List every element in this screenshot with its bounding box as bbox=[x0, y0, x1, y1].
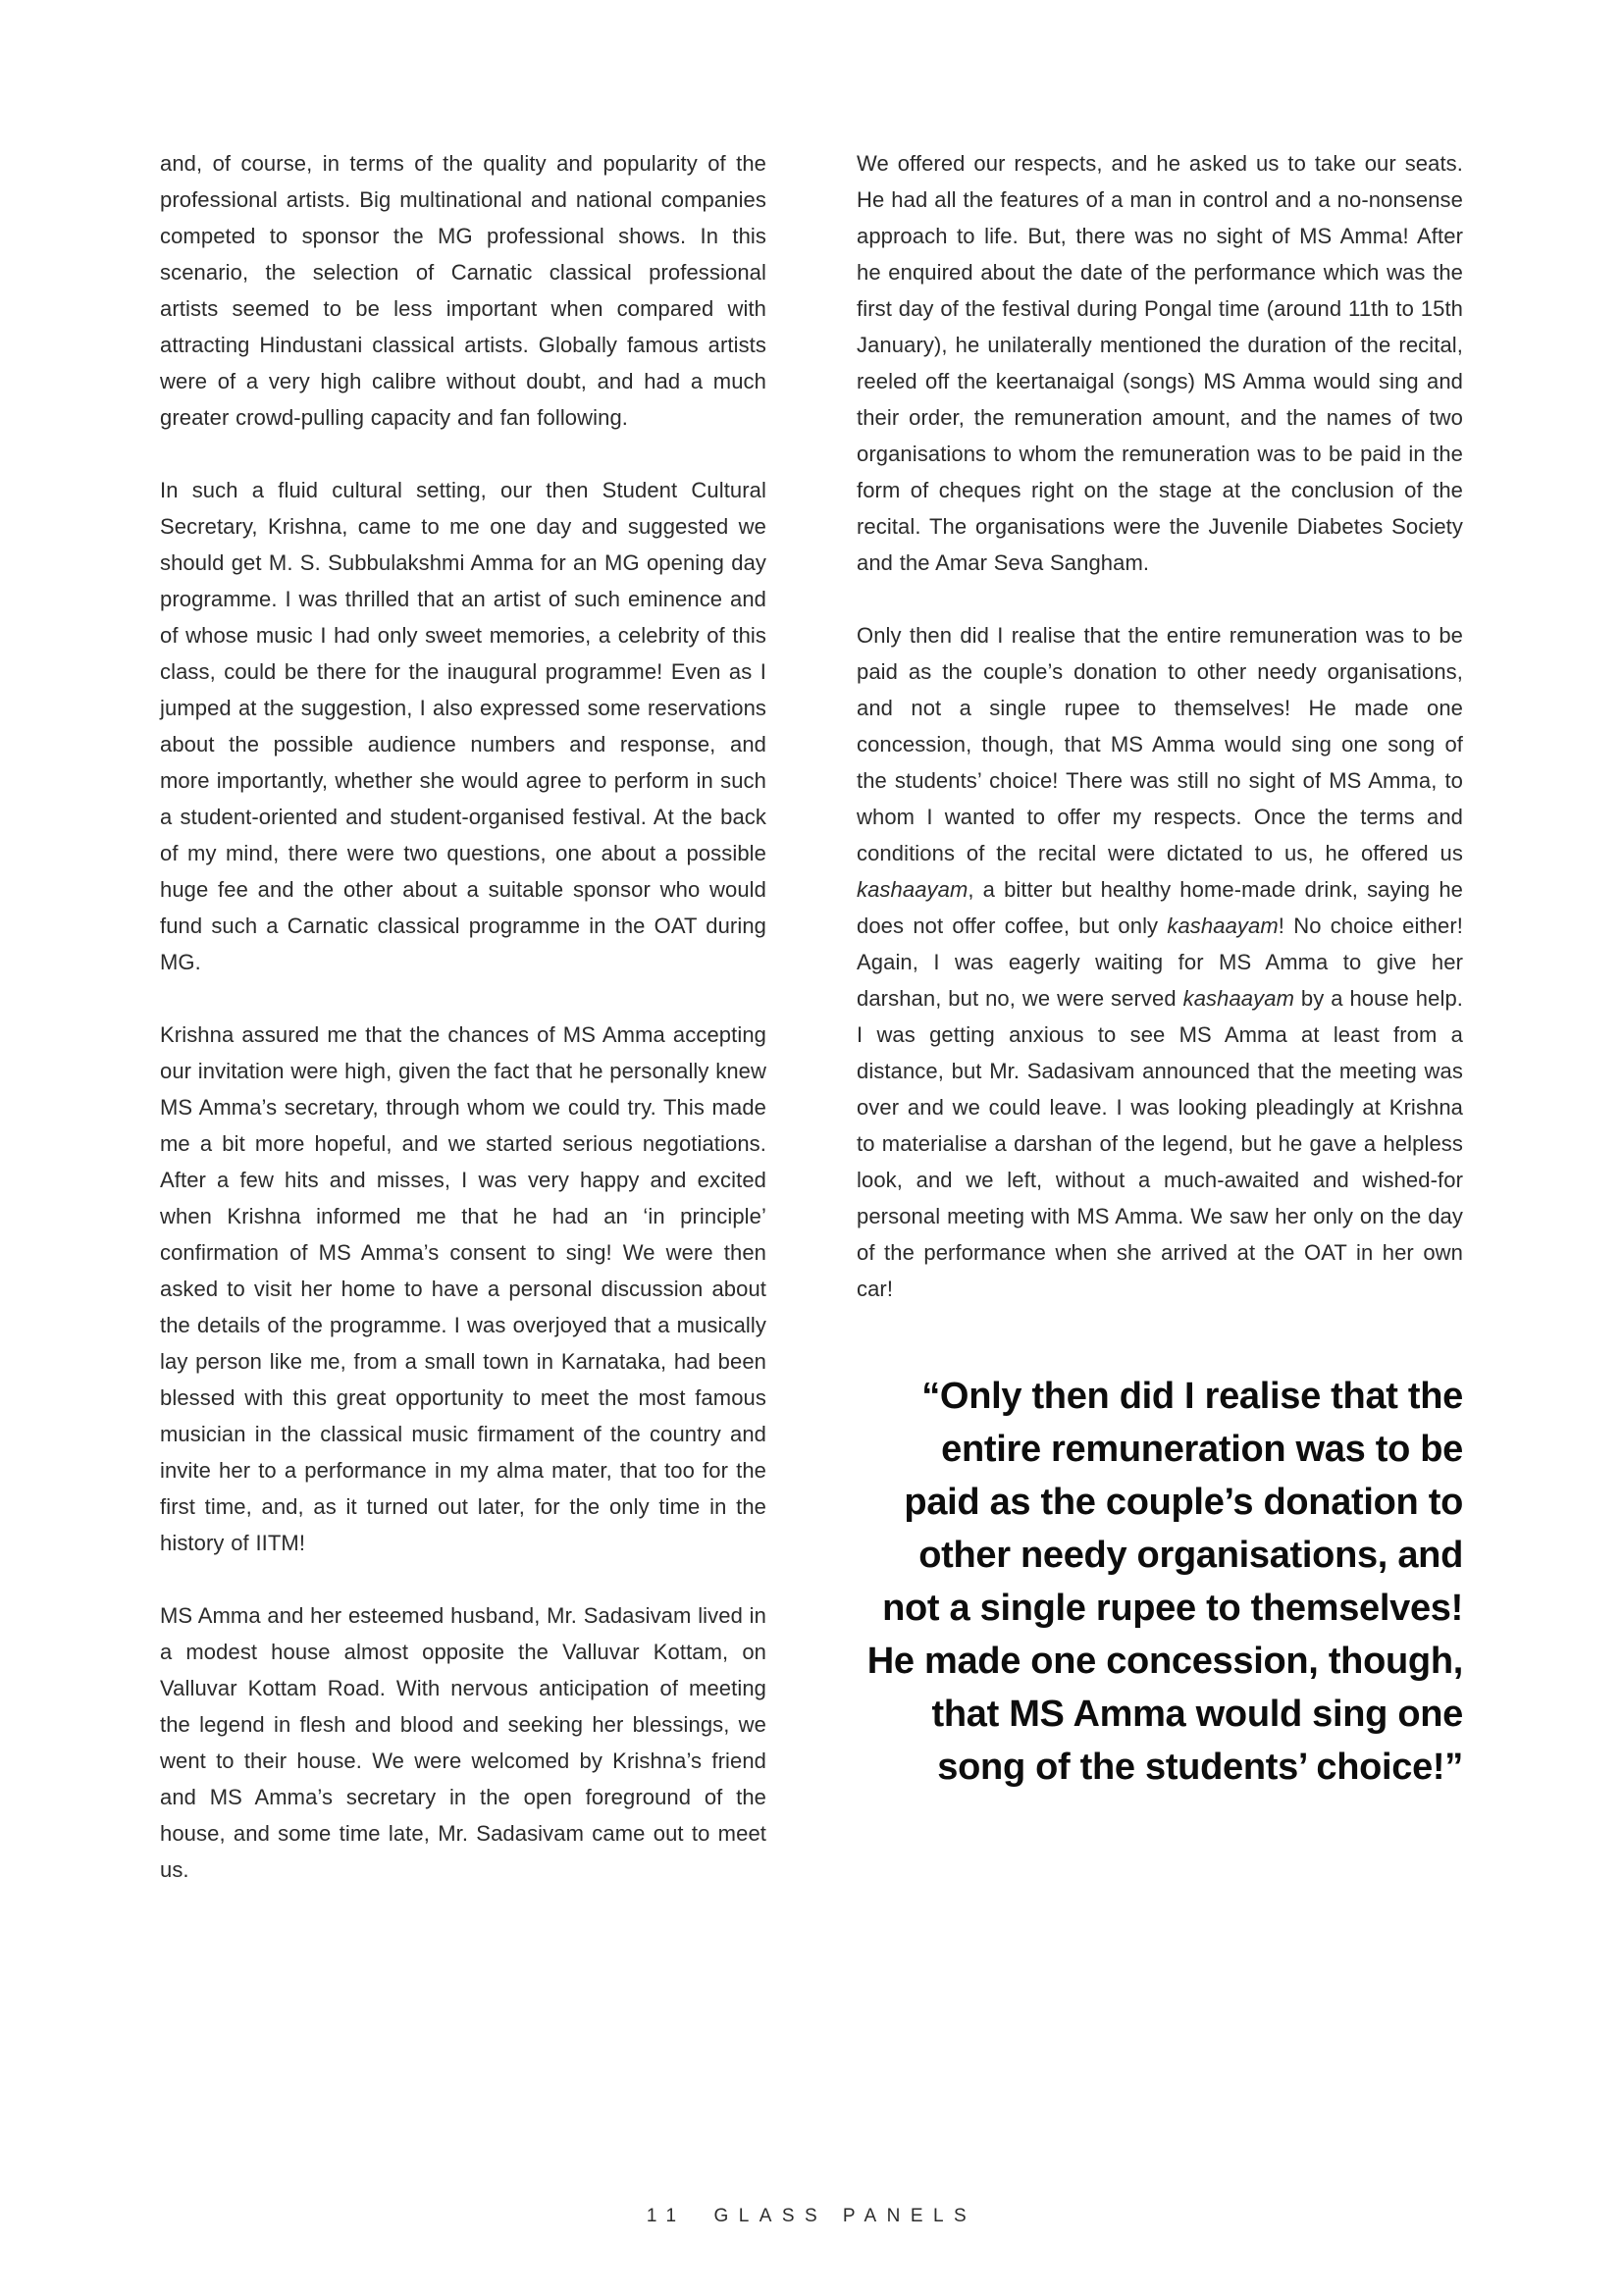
body-paragraph: In such a fluid cultural setting, our then Student Cultural Secretary, Krishna, came to me one day and suggested we should get M. S. Subbulakshmi Amma for an MG opening day programme. I was thrilled that an artist of such eminence and of whose music I had only sweet memories, a celebrity of this class, could be there for the inaugural programme! Even as I jumped at the suggestion, I also expressed some reservations about the possible audience numbers and response, and more importantly, whether she would agree to perform in such a student-oriented and student-organised festival. At the back of my mind, there were two questions, one about a possible huge fee and the other about a suitable sponsor who would fund such a Carnatic classical programme in the OAT during MG. bbox=[160, 478, 766, 974]
footer-section-title: GLASS PANELS bbox=[713, 2206, 977, 2226]
footer-page-number: 11 bbox=[646, 2206, 687, 2226]
right-column bbox=[857, 145, 1463, 1888]
left-column bbox=[160, 145, 766, 1888]
body-paragraph: Only then did I realise that the entire remuneration was to be paid as the couple’s donation to other needy organisations, and not a single rupee to themselves! He made one concession, though, that MS Amma would sing one song of the students’ choice! There was still no sight of MS Amma, to whom I wanted to offer my respects. Once the terms and conditions of the recital were dictated to us, he offered us kashaayam, a bitter but healthy home-made drink, saying he does not offer coffee, but only kashaayam! No choice either! Again, I was eagerly waiting for MS Amma to give her darshan, but no, we were served kashaayam by a house help. I was getting anxious to see MS Amma at least from a distance, but Mr. Sadasivam announced that the meeting was over and we could leave. I was looking pleadingly at Krishna to materialise a darshan of the legend, but he gave a helpless look, and we left, without a much-awaited and wished-for personal meeting with MS Amma. We saw her only on the day of the performance when she arrived at the OAT in her own car! bbox=[857, 623, 1463, 1301]
pull-quote: “Only then did I realise that the entire remuneration was to be paid as the couple’s donation to other needy organisations, and not a single rupee to themselves! He made one concession, though, that MS Amma would sing one song of the students’ choice!” bbox=[866, 1376, 1463, 1788]
right-column-paragraphs bbox=[857, 145, 1463, 1307]
body-paragraph: MS Amma and her esteemed husband, Mr. Sadasivam lived in a modest house almost opposite the Valluvar Kottam, on Valluvar Kottam Road. With nervous anticipation of meeting the legend in flesh and blood and seeking her blessings, we went to their house. We were welcomed by Krishna’s friend and MS Amma’s secretary in the open foreground of the house, and some time late, Mr. Sadasivam came out to meet us. bbox=[160, 1603, 766, 1882]
page-content bbox=[160, 145, 1463, 1888]
body-paragraph: and, of course, in terms of the quality and popularity of the professional artists. Big multinational and national companies competed to sponsor the MG professional shows. In this scenario, the selection of Carnatic classical professional artists seemed to be less important when compared with attracting Hindustani classical artists. Globally famous artists were of a very high calibre without doubt, and had a much greater crowd-pulling capacity and fan following. bbox=[160, 151, 766, 430]
body-paragraph: Krishna assured me that the chances of MS Amma accepting our invitation were high, given the fact that he personally knew MS Amma’s secretary, through whom we could try. This made me a bit more hopeful, and we started serious negotiations. After a few hits and misses, I was very happy and excited when Krishna informed me that he had an ‘in principle’ confirmation of MS Amma’s consent to sing! We were then asked to visit her home to have a personal discussion about the details of the programme. I was overjoyed that a musically lay person like me, from a small town in Karnataka, had been blessed with this great opportunity to meet the most famous musician in the classical music firmament of the country and invite her to a performance in my alma mater, that too for the first time, and, as it turned out later, for the only time in the history of IITM! bbox=[160, 1022, 766, 1555]
page-footer bbox=[0, 2206, 1623, 2227]
body-paragraph: We offered our respects, and he asked us to take our seats. He had all the features of a man in control and a no-nonsense approach to life. But, there was no sight of MS Amma! After he enquired about the date of the performance which was the first day of the festival during Pongal time (around 11th to 15th January), he unilaterally mentioned the duration of the recital, reeled off the keertanaigal (songs) MS Amma would sing and their order, the remuneration amount, and the names of two organisations to whom the remuneration was to be paid in the form of cheques right on the stage at the conclusion of the recital. The organisations were the Juvenile Diabetes Society and the Amar Seva Sangham. bbox=[857, 151, 1463, 575]
